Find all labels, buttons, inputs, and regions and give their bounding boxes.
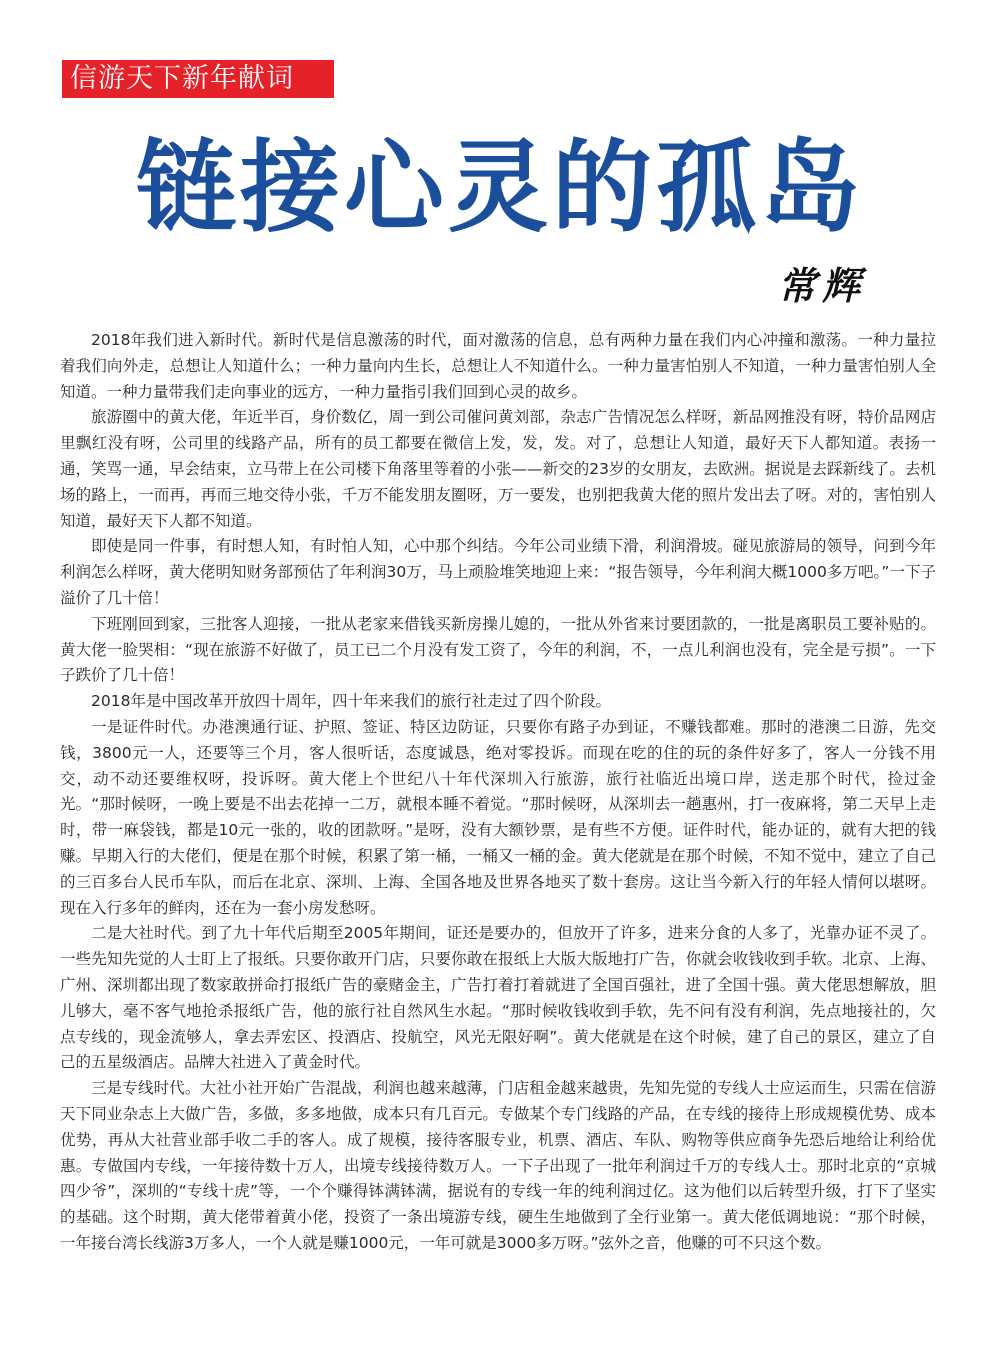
article-body <box>60 328 936 1257</box>
paragraph: 下班刚回到家，三批客人迎接，一批从老家来借钱买新房操儿媳的，一批从外省来讨要团款的，一批是离职员工要补贴的。黄大佬一脸哭相：“现在旅游不好做了，员工已二个月没有发工资了，今年的利润，不，一点儿利润也没有，完全是亏损”。一下子跌价了几十倍！ <box>60 614 936 685</box>
author-signature: 常辉 <box>778 263 867 308</box>
article-title: 链接心灵的孤岛 <box>136 129 864 246</box>
paragraph: 即使是同一件事，有时想人知，有时怕人知，心中那个纠结。今年公司业绩下滑，利润滑坡。碰见旅游局的领导，问到今年利润怎么样呀，黄大佬明知财务部预估了年利润30万，马上顽脸堆笑地迎上来：“报告领导，今年利润大概1000多万吧。”一下子溢价了几十倍！ <box>60 537 936 607</box>
section-banner: 信游天下新年献词 <box>62 60 334 98</box>
paragraph: 2018年我们进入新时代。新时代是信息激荡的时代，面对激荡的信息，总有两种力量在我们内心冲撞和激荡。一种力量拉着我们向外走，总想让人知道什么；一种力量向内生长，总想让人不知道什么。一种力量害怕别人不知道，一种力量害怕别人全知道。一种力量带我们走向事业的远方，一种力量指引我们回到心灵的故乡。 <box>60 331 936 401</box>
paragraph: 二是大社时代。到了九十年代后期至2005年期间，证还是要办的，但放开了许多，进来分食的人多了，光靠办证不灵了。一些先知先觉的人士盯上了报纸。只要你敢开门店，只要你敢在报纸上大版大版地打广告，你就会收钱收到手软。北京、上海、广州、深圳都出现了数家敢拼命打报纸广告的豪赌金主，广告打着打着就进了全国百强社，进了全国十强。黄大佬思想解放，胆儿够大，毫不客气地抢杀报纸广告，他的旅行社自然风生水起。“那时候收钱收到手软，先不问有没有利润，先点地接社的，欠点专线的，现金流够人，拿去弄宏区、投酒店、投航空，风光无限好啊”。黄大佬就是在这个时候，建了自己的景区，建立了自己的五星级酒店。品牌大社进入了黄金时代。 <box>60 924 936 1072</box>
paragraph: 旅游圈中的黄大佬，年近半百，身价数亿，周一到公司催问黄刘部，杂志广告情况怎么样呀，新品网推没有呀，特价品网店里飘红没有呀，公司里的线路产品，所有的员工都要在微信上发，发，发。对了，总想让人知道，最好天下人都知道。表扬一通，笑骂一通，早会结束，立马带上在公司楼下角落里等着的小张——新交的23岁的女朋友，去欧洲。据说是去踩新线了。去机场的路上，一而再，再而三地交待小张，千万不能发朋友圈呀，万一要发，也别把我黄大佬的照片发出去了呀。对的，害怕别人知道，最好天下人都不知道。 <box>60 408 936 530</box>
paragraph: 一是证件时代。办港澳通行证、护照、签证、特区边防证，只要你有路子办到证，不赚钱都难。那时的港澳二日游，先交钱，3800元一人，还要等三个月，客人很听话，态度诚恳，绝对零投诉。而现在吃的住的玩的条件好多了，客人一分钱不用交，动不动还要维权呀，投诉呀。黄大佬上个世纪八十年代深圳入行旅游，旅行社临近出境口岸，送走那个时代，捡过金光。“那时候呀，一晚上要是不出去花掉一二万，就根本睡不着觉。“那时候呀，从深圳去一趟惠州，打一夜麻将，第二天早上走时，带一麻袋钱，都是10元一张的，收的团款呀。”是呀，没有大额钞票，是有些不方便。证件时代，能办证的，就有大把的钱赚。早期入行的大佬们，便是在那个时候，积累了第一桶，一桶又一桶的金。黄大佬就是在那个时候，不知不觉中，建立了自己的三百多台人民币车队，而后在北京、深圳、上海、全国各地及世界各地买了数十套房。这让当今新入行的年轻人情何以堪呀。现在入行多年的鲜肉，还在为一套小房发愁呀。 <box>60 717 936 917</box>
paragraph: 2018年是中国改革开放四十周年，四十年来我们的旅行社走过了四个阶段。 <box>91 692 611 711</box>
paragraph: 三是专线时代。大社小社开始广告混战，利润也越来越薄，门店租金越来越贵，先知先觉的专线人士应运而生，只需在信游天下同业杂志上大做广告，多做，多多地做，成本只有几百元。专做某个专门线路的产品，在专线的接待上形成规模优势、成本优势，再从大社营业部手收二手的客人。成了规模，接待客服专业，机票、酒店、车队、购物等供应商争先恐后地给让利给优惠。专做国内专线，一年接待数十万人，出境专线接待数万人。一下子出现了一批年利润过千万的专线人士。那时北京的“京城四少爷”，深圳的“专线十虎”等，一个个赚得钵满钵满，据说有的专线一年的纯利润过亿。这为他们以后转型升级，打下了坚实的基础。这个时期，黄大佬带着黄小佬，投资了一条出境游专线，硬生生地做到了全行业第一。黄大佬低调地说：“那个时候，一年接台湾长线游3万多人，一个人就是赚1000元，一年可就是3000多万呀。”弦外之音，他赚的可不只这个数。 <box>60 1079 936 1252</box>
